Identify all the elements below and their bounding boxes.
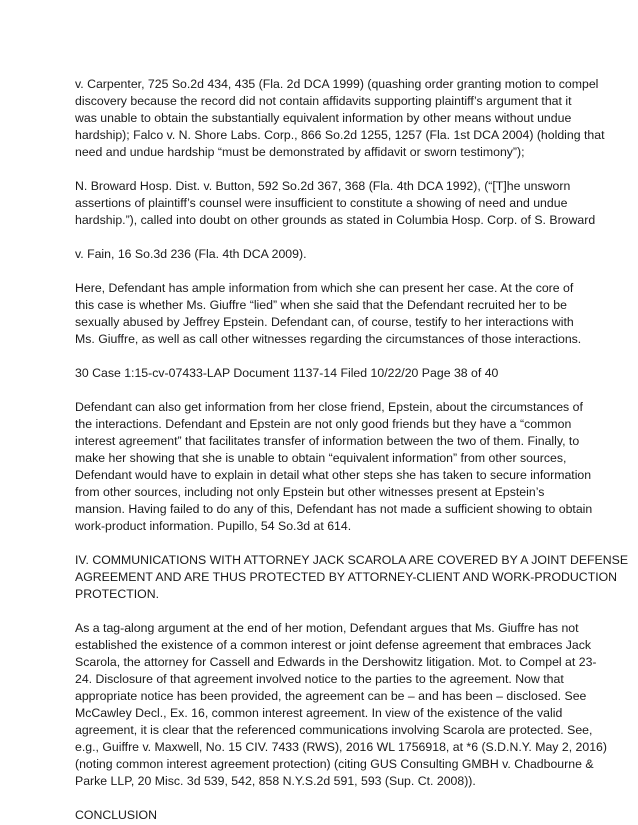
text-line: Scarola, the attorney for Cassell and Edwards in the Dershowitz litigation. Mot. to Compel at 23- [75,655,597,669]
text-line: hardship.”), called into doubt on other grounds as stated in Columbia Hosp. Corp. of S. Broward [75,213,596,227]
text-line: v. Fain, 16 So.3d 236 (Fla. 4th DCA 2009). [75,247,307,261]
body-paragraph [75,620,607,790]
text-line: was unable to obtain the substantially equivalent information by other means without undue [75,111,572,125]
text-line: (noting common interest agreement protection) (citing GUS Consulting GMBH v. Chadbourne & [75,757,594,771]
body-paragraph [75,280,598,348]
text-line: Parke LLP, 20 Misc. 3d 539, 542, 858 N.Y.S.2d 591, 593 (Sup. Ct. 2008)). [75,774,476,788]
section-heading [75,807,598,824]
page-footer [75,365,598,382]
citation-fragment [75,246,598,263]
text-line: agreement, it is clear that the referenced communications involving Scarola are protected. See, [75,723,593,737]
text-line: Here, Defendant has ample information from which she can present her case. At the core of [75,281,574,295]
text-line: interest agreement” that facilitates transfer of information between the two of them. Finally, to [75,434,580,448]
body-paragraph [75,399,598,535]
text-line: discovery because the record did not contain affidavits supporting plaintiff’s argument that it [75,94,572,108]
text-line: established the existence of a common interest or joint defense agreement that embraces Jack [75,638,592,652]
citation-paragraph [75,76,605,161]
heading-line: PROTECTION. [75,587,160,601]
text-line: need and undue hardship “must be demonstrated by affidavit or sworn testimony”); [75,145,525,159]
section-heading [75,552,629,603]
text-line: the interactions. Defendant and Epstein are not only good friends but they have a “common [75,417,572,431]
text-line: hardship); Falco v. N. Shore Labs. Corp., 866 So.2d 1255, 1257 (Fla. 1st DCA 2004) (holding that [75,128,605,142]
text-line: N. Broward Hosp. Dist. v. Button, 592 So.2d 367, 368 (Fla. 4th DCA 1992), (“[T]he unsworn [75,179,571,193]
case-footer-line: 30 Case 1:15-cv-07433-LAP Document 1137-14 Filed 10/22/20 Page 38 of 40 [75,366,499,380]
text-line: Defendant can also get information from her close friend, Epstein, about the circumstances of [75,400,583,414]
text-line: e.g., Guiffre v. Maxwell, No. 15 CIV. 7433 (RWS), 2016 WL 1756918, at *6 (S.D.N.Y. May 2, 2016) [75,740,607,754]
text-line: Ms. Giuffre, as well as call other witnesses regarding the circumstances of those interactions. [75,332,582,346]
text-line: v. Carpenter, 725 So.2d 434, 435 (Fla. 2d DCA 1999) (quashing order granting motion to compel [75,77,599,91]
text-line: McCawley Decl., Ex. 16, common interest agreement. In view of the existence of the valid [75,706,563,720]
text-line: this case is whether Ms. Giuffre “lied” when she said that the Defendant recruited her to be [75,298,567,312]
text-line: sexually abused by Jeffrey Epstein. Defendant can, of course, testify to her interactions with [75,315,574,329]
text-line: from other sources, including not only Epstein but other witnesses present at Epstein’s [75,485,545,499]
text-line: make her showing that she is unable to obtain “equivalent information” from other sources, [75,451,567,465]
text-line: assertions of plaintiff’s counsel were insufficient to constitute a showing of need and undue [75,196,568,210]
text-line: work-product information. Pupillo, 54 So.3d at 614. [75,519,352,533]
text-line: Defendant would have to explain in detail what other steps she has taken to secure information [75,468,592,482]
citation-paragraph-continued [75,178,598,229]
text-line: mansion. Having failed to do any of this, Defendant has not made a sufficient showing to obtain [75,502,593,516]
heading-line: AGREEMENT AND ARE THUS PROTECTED BY ATTORNEY-CLIENT AND WORK-PRODUCTION [75,570,618,584]
text-line: 24. Disclosure of that agreement involved notice to the parties to the agreement. Now that [75,672,564,686]
heading-line: CONCLUSION [75,808,157,822]
heading-line: IV. COMMUNICATIONS WITH ATTORNEY JACK SCAROLA ARE COVERED BY A JOINT DEFENSE [75,553,629,567]
text-line: As a tag-along argument at the end of her motion, Defendant argues that Ms. Giuffre has not [75,621,579,635]
text-line: appropriate notice has been provided, the agreement can be – and has been – disclosed. See [75,689,587,703]
